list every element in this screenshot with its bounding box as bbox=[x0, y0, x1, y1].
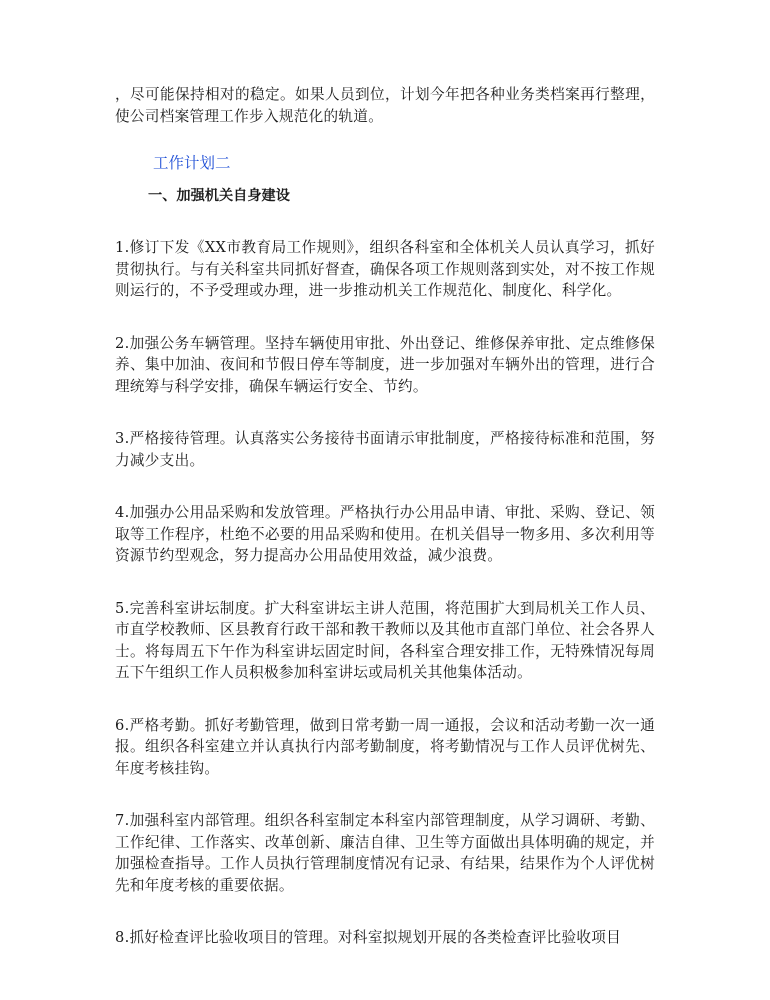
list-item: 3.严格接待管理。认真落实公务接待书面请示审批制度，严格接待标准和范围，努力减少支出。 bbox=[115, 430, 655, 469]
list-item: 7.加强科室内部管理。组织各科室制定本科室内部管理制度，从学习调研、考勤、工作纪律、工作落实、改革创新、廉洁自律、卫生等方面做出具体明确的规定，并加强检查指导。工作人员执行管理制度情况有记录、有结果，结果作为个人评优树先和年度考核的重要依据。 bbox=[115, 812, 655, 894]
list-item: 4.加强办公用品采购和发放管理。严格执行办公用品申请、审批、采购、登记、领取等工作程序，杜绝不必要的用品采购和使用。在机关倡导一物多用、多次利用等资源节约型观念，努力提高办公用品使用效益，减少浪费。 bbox=[115, 504, 655, 564]
list-item: 2.加强公务车辆管理。坚持车辆使用审批、外出登记、维修保养审批、定点维修保养、集中加油、夜间和节假日停车等制度，进一步加强对车辆外出的管理，进行合理统筹与科学安排，确保车辆运行安全、节约。 bbox=[115, 334, 655, 395]
list-item: 1.修订下发《XX市教育局工作规则》，组织各科室和全体机关人员认真学习，抓好贯彻执行。与有关科室共同抓好督查，确保各项工作规则落到实处，对不按工作规则运行的，不予受理或办理，进一步推动机关工作规范化、制度化、科学化。 bbox=[115, 239, 655, 299]
list-item: 8.抓好检查评比验收项目的管理。对科室拟规划开展的各类检查评比验收项目 bbox=[115, 929, 622, 946]
list-item: 6.严格考勤。抓好考勤管理，做到日常考勤一周一通报，会议和活动考勤一次一通报。组织各科室建立并认真执行内部考勤制度，将考勤情况与工作人员评优树先、年度考核挂钩。 bbox=[115, 716, 655, 777]
list-item: 5.完善科室讲坛制度。扩大科室讲坛主讲人范围，将范围扩大到局机关工作人员、市直学校教师、区县教育行政干部和教干教师以及其他市直部门单位、社会各界人士。将每周五下午作为科室讲坛固定时间，各科室合理安排工作，无特殊情况每周五下午组织工作人员积极参加科室讲坛或局机关其他集体活动。 bbox=[115, 599, 655, 681]
intro-paragraph: ，尽可能保持相对的稳定。如果人员到位，计划今年把各种业务类档案再行整理，使公司档案管理工作步入规范化的轨道。 bbox=[115, 86, 655, 125]
document-page bbox=[115, 84, 655, 949]
plan-title: 工作计划二 bbox=[153, 154, 231, 172]
section-title: 一、加强机关自身建设 bbox=[148, 188, 290, 204]
